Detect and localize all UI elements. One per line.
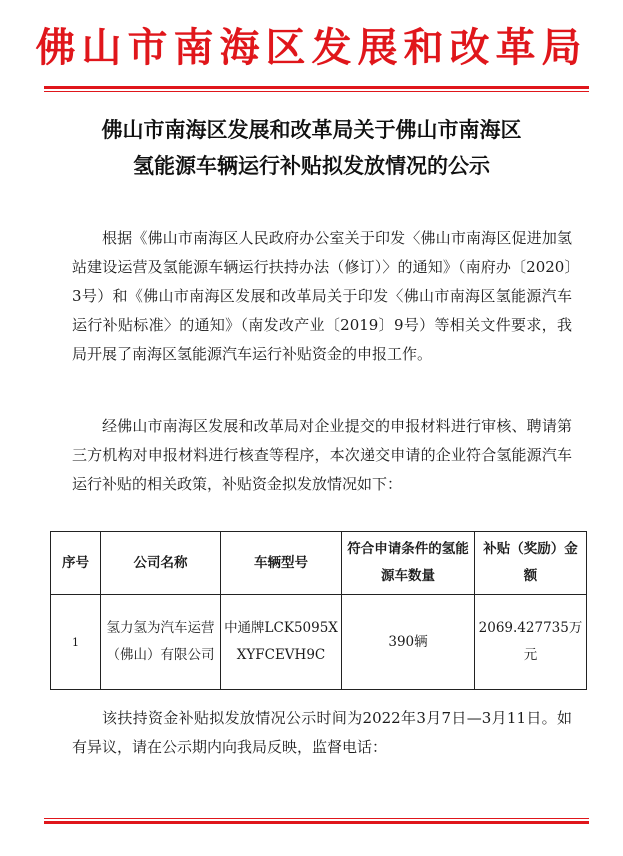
org-header: 佛山市南海区发展和改革局 bbox=[35, 24, 588, 71]
body-paragraph-1: 根据《佛山市南海区人民政府办公室关于印发〈佛山市南海区促进加氢站建设运营及氢能源车辆运行扶持办法（修订）〉的通知》（南府办〔2020〕3号）和《佛山市南海区发展和改革局关于印发〈佛山市南海区氢能源汽车运行补贴标准〉的通知》（南发改产业〔2019〕9号）等相关文件要求，我局开展了南海区氢能源汽车运行补贴资金的申报工作。 bbox=[72, 229, 572, 363]
cell-count: 390辆 bbox=[342, 595, 475, 690]
table-row bbox=[51, 595, 587, 690]
cell-model: 中通牌LCK5095XXYFCEVH9C bbox=[221, 595, 342, 690]
cell-amount: 2069.427735万元 bbox=[475, 595, 587, 690]
col-header-amount: 补贴（奖励）金额 bbox=[475, 532, 587, 595]
table-header-row bbox=[51, 532, 587, 595]
body-paragraph-2: 经佛山市南海区发展和改革局对企业提交的申报材料进行审核、聘请第三方机构对申报材料进行核查等程序，本次递交申请的企业符合氢能源汽车运行补贴的相关政策，补贴资金拟发放情况如下： bbox=[72, 417, 572, 493]
cell-company: 氢力氢为汽车运营（佛山）有限公司 bbox=[101, 595, 221, 690]
subsidy-table bbox=[50, 531, 587, 690]
col-header-model: 车辆型号 bbox=[221, 532, 342, 595]
footer-divider-thick bbox=[44, 821, 589, 824]
header-divider-thin bbox=[44, 91, 589, 92]
header-divider-thick bbox=[44, 86, 589, 89]
col-header-company: 公司名称 bbox=[101, 532, 221, 595]
body-paragraph-3: 该扶持资金补贴拟发放情况公示时间为2022年3月7日—3月11日。如有异议，请在公示期内向我局反映，监督电话： bbox=[72, 709, 572, 756]
col-header-count: 符合申请条件的氢能源车数量 bbox=[342, 532, 475, 595]
document-title-line-2: 氢能源车辆运行补贴拟发放情况的公示 bbox=[133, 153, 490, 178]
document-title-line-1: 佛山市南海区发展和改革局关于佛山市南海区 bbox=[101, 117, 522, 142]
footer-divider-thin bbox=[44, 818, 589, 819]
col-header-index: 序号 bbox=[51, 532, 101, 595]
cell-index: 1 bbox=[51, 595, 101, 690]
